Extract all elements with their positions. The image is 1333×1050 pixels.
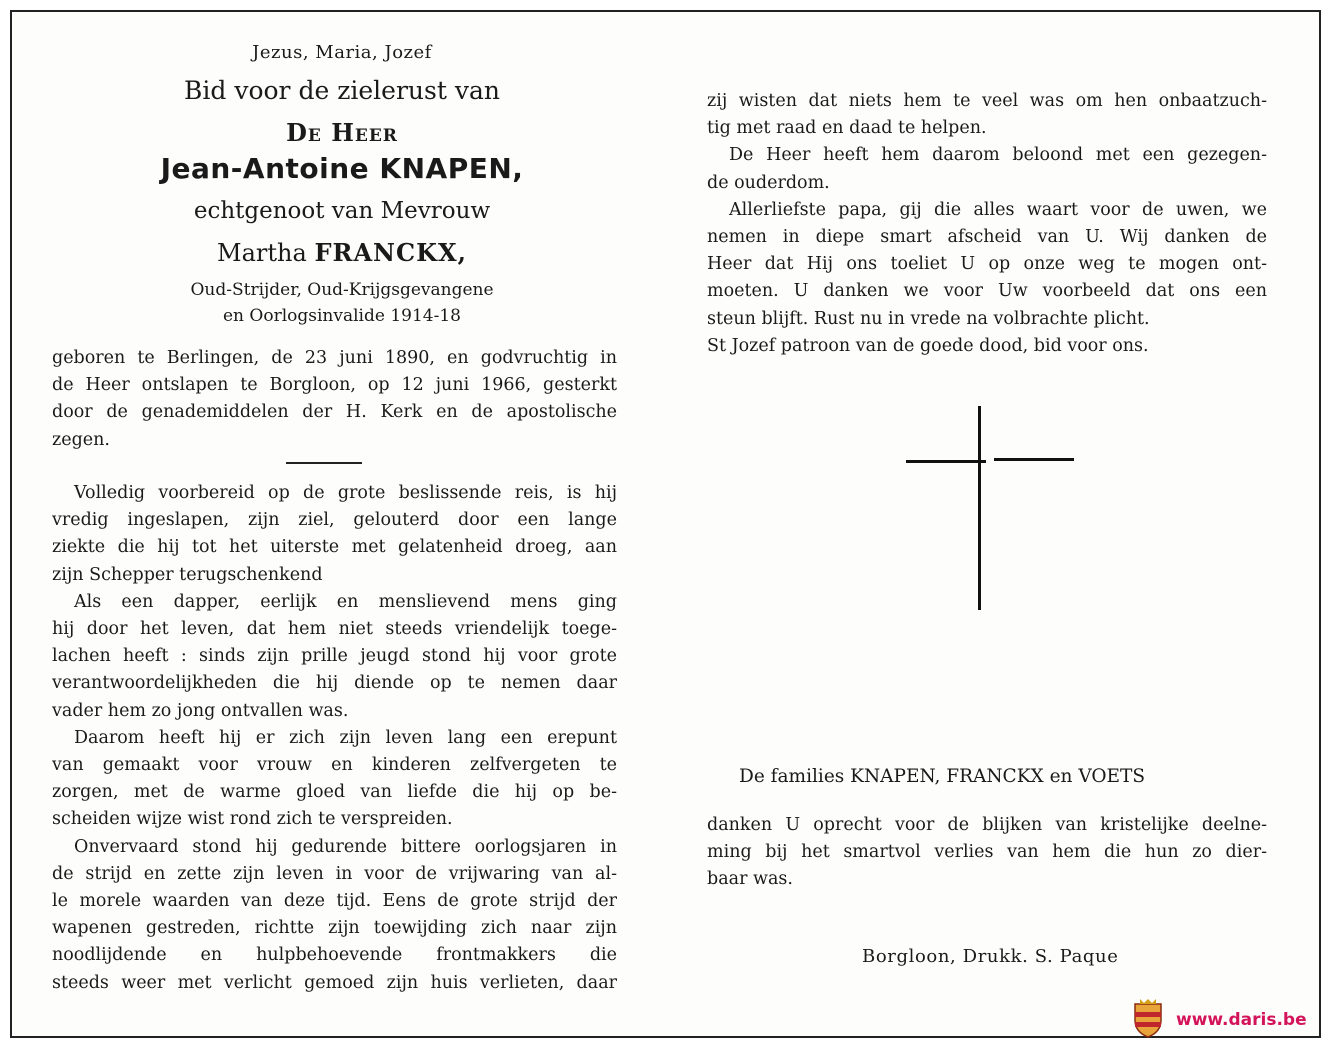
text-line: hij door het leven, dat hem niet steeds vriendelijk toege- bbox=[52, 619, 617, 640]
text-line: de ouderdom. bbox=[707, 172, 830, 193]
text-line: ming bij het smartvol verlies van hem die hun zo dier- bbox=[707, 842, 1267, 863]
cross-vertical-bar bbox=[978, 406, 981, 610]
text-line: steeds weer met verlicht gemoed zijn huis verlieten, daar bbox=[52, 972, 617, 993]
text-line: Als een dapper, eerlijk en menslievend mens ging bbox=[74, 591, 617, 612]
text-line: van gemaakt voor vrouw en kinderen zelfvergeten te bbox=[52, 755, 617, 776]
coat-of-arms-icon bbox=[1131, 998, 1165, 1038]
text-line: scheiden wijze wist rond zich te verspreiden. bbox=[52, 809, 453, 830]
text-line: vader hem zo jong ontvallen was. bbox=[52, 700, 349, 721]
text-line: Daarom heeft hij er zich zijn leven lang een erepunt bbox=[74, 727, 617, 748]
families-line: De families KNAPEN, FRANCKX en VOETS bbox=[739, 766, 1146, 787]
text-line: De Heer heeft hem daarom beloond met een gezegen- bbox=[729, 145, 1267, 166]
text-line: St Jozef patroon van de goede dood, bid voor ons. bbox=[707, 335, 1149, 356]
cross-left-arm bbox=[906, 460, 986, 463]
printer-credit: Borgloon, Drukk. S. Paque bbox=[862, 946, 1119, 967]
text-line: Allerliefste papa, gij die alles waart voor de uwen, we bbox=[729, 199, 1267, 220]
text-line: geboren te Berlingen, de 23 juni 1890, en godvruchtig in bbox=[52, 348, 617, 368]
text-line: moeten. U danken we voor Uw voorbeeld dat ons een bbox=[707, 281, 1267, 302]
text-line: danken U oprecht voor de blijken van kristelijke deelne- bbox=[707, 815, 1267, 835]
titles-line-2: en Oorlogsinvalide 1914-18 bbox=[223, 306, 461, 326]
text-line: le morele waarden van deze tijd. Eens de grote strijd der bbox=[52, 891, 617, 912]
text-line: door de genademiddelen der H. Kerk en de apostolische bbox=[52, 402, 617, 423]
text-line: nemen in diepe smart afscheid van U. Wij danken de bbox=[707, 227, 1267, 248]
text-line: zorgen, met de warme gloed van liefde die hij op be- bbox=[52, 782, 617, 803]
spouse-intro: echtgenoot van Mevrouw bbox=[193, 198, 491, 224]
biography-continued bbox=[707, 88, 1267, 360]
text-line: Heer dat Hij ons toeliet U op onze weg te mogen ont- bbox=[707, 254, 1267, 275]
text-line: Volledig voorbereid op de grote beslissende reis, is hij bbox=[74, 483, 617, 503]
cross-right-arm bbox=[994, 458, 1074, 461]
thanks-paragraph bbox=[707, 812, 1267, 894]
deceased-name: Jean-Antoine KNAPEN, bbox=[160, 152, 524, 185]
text-line: tig met raad en daad te helpen. bbox=[707, 118, 987, 139]
prayer-request: Bid voor de zielerust van bbox=[184, 76, 500, 105]
spouse-last-name: FRANCKX, bbox=[314, 238, 467, 267]
text-line: noodlijdende en hulpbehoevende frontmakkers die bbox=[52, 945, 617, 966]
memorial-card bbox=[10, 10, 1321, 1038]
text-line: zij wisten dat niets hem te veel was om hen onbaatzuch- bbox=[707, 91, 1267, 111]
honorific: De Heer bbox=[286, 118, 398, 147]
text-line: zijn Schepper terugschenkend bbox=[52, 564, 323, 585]
invocation: Jezus, Maria, Jozef bbox=[252, 42, 432, 63]
spouse-first-name: Martha bbox=[217, 239, 307, 267]
titles-line-1: Oud-Strijder, Oud-Krijgsgevangene bbox=[190, 280, 494, 300]
text-line: vredig ingeslapen, zijn ziel, gelouterd door een lange bbox=[52, 510, 617, 531]
watermark-link[interactable]: www.daris.be bbox=[1176, 1010, 1307, 1030]
birth-death-paragraph bbox=[52, 345, 617, 454]
text-line: verantwoordelijkheden die hij diende op te nemen daar bbox=[52, 673, 617, 694]
text-line: de Heer ontslapen te Borgloon, op 12 juni 1966, gesterkt bbox=[52, 375, 617, 396]
text-line: baar was. bbox=[707, 869, 793, 890]
text-line: steun blijft. Rust nu in vrede na volbrachte plicht. bbox=[707, 308, 1150, 329]
text-line: Onvervaard stond hij gedurende bittere oorlogsjaren in bbox=[74, 836, 617, 857]
separator-rule bbox=[286, 462, 362, 464]
text-line: zegen. bbox=[52, 429, 110, 450]
text-line: ziekte die hij tot het uiterste met gelatenheid droeg, aan bbox=[52, 537, 617, 558]
biography bbox=[52, 480, 617, 997]
text-line: wapenen gestreden, richtte zijn toewijding zich naar zijn bbox=[52, 918, 617, 939]
text-line: de strijd en zette zijn leven in voor de vrijwaring van al- bbox=[52, 863, 617, 884]
spouse-name bbox=[52, 238, 632, 267]
text-line: lachen heeft : sinds zijn prille jeugd stond hij voor grote bbox=[52, 646, 617, 667]
